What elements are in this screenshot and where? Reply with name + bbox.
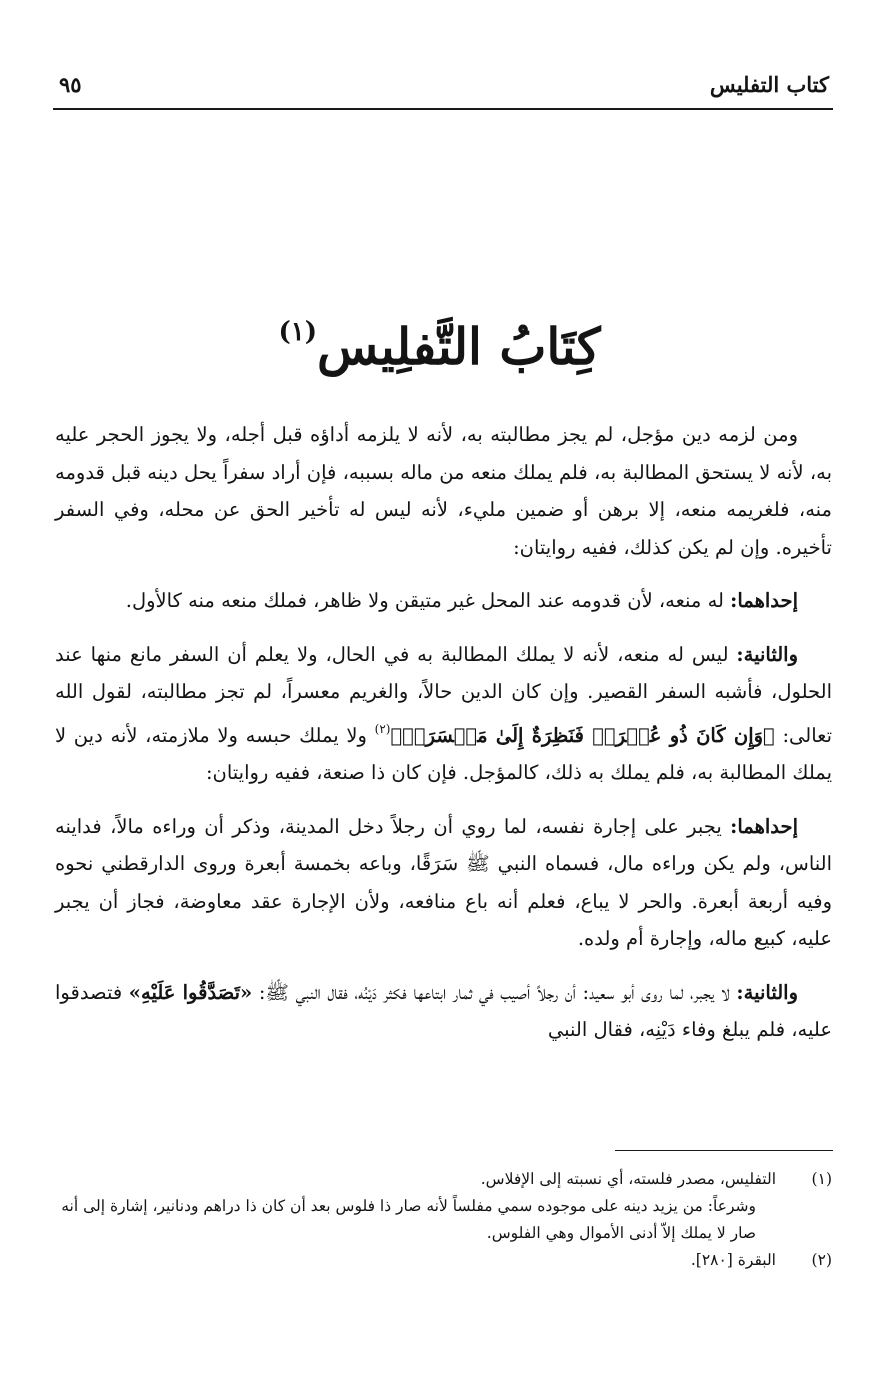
paragraph-text: لا يجبر، لما روى أبو سعيد: أن رجلاً أصيب في ثمار ابتاعها فكثر دَيْنُه، فقال النبي ﷺ:: [252, 980, 737, 1004]
footnote-text: التفليس، مصدر فلسته، أي نسبته إلى الإفلاس.: [480, 1170, 776, 1188]
chapter-footnote-ref: (١): [278, 317, 318, 347]
chapter-title: [0, 292, 879, 387]
hadith-quote: «تَصَدَّقُوا عَلَيْهِ»: [128, 980, 253, 1004]
paragraph-text: يجبر على إجارة نفسه، لما روي أن رجلاً دخل المدينة، وذكر أن وراءه مالاً، فداينه الناس، ولم يكن وراءه مال، فسماه النبي ﷺ سَرَقًا، وباعه بخمسة أبعرة وروى الدارقطني نحوه وفيه أربعة أبعرة. والحر لا يباع، فعلم أنه باع منافعه، ولأن الإجارة عقد معاوضة، فجاز أن يجبر عليه، كبيع ماله، وإجارة أم ولده.: [55, 814, 832, 950]
paragraph-2: [55, 582, 832, 620]
paragraph-text: فتصدقوا عليه، فلم يبلغ وفاء دَيْنِه، فقال النبي: [55, 980, 832, 1041]
paragraph-4: [55, 808, 832, 958]
footnote-text: وشرعاً: من يزيد دينه على موجوده سمي مفلساً لأنه صار ذا فلوس بعد أن كان ذا دراهم ودنانير، إشارة إلى أنه صار لا يملك إلاّ أدنى الأموال وهي الفلوس.: [61, 1197, 756, 1242]
paragraph-3: [55, 636, 832, 792]
paragraph-1: ومن لزمه دين مؤجل، لم يجز مطالبته به، لأنه لا يلزمه أداؤه قبل أجله، ولا يجوز الحجر عليه به، لأنه لا يستحق المطالبة به، فلم يملك منعه من ماله بسببه، فإن أراد سفراً يحل دينه قبل قدومه منه، فلغريمه منعه، إلا برهن أو ضمين مليء، لأنه ليس له تأخير الحق عن محله، وفي السفر تأخيره. وإن لم يكن كذلك، ففيه روايتان:: [55, 423, 832, 559]
footnote-text: البقرة [٢٨٠].: [690, 1251, 776, 1269]
paragraph-lead: والثانية:: [736, 642, 798, 666]
footnote-1: [55, 1166, 832, 1193]
footnote-ref: (٢): [374, 721, 391, 736]
page-number: ٩٥: [59, 72, 82, 97]
footnote-2: [55, 1247, 832, 1274]
paragraph-lead: إحداهما:: [730, 589, 798, 612]
footnotes: [55, 1166, 832, 1274]
footnote-separator: [615, 1150, 833, 1151]
footnote-number: (٢): [811, 1251, 832, 1269]
paragraph-text: ولا يملك حبسه ولا ملازمته، لأنه دين لا يملك المطالبة به، فلم يملك به ذلك، كالمؤجل. فإن كان ذا صنعة، ففيه روايتان:: [55, 723, 832, 784]
quran-quote: ﴿وَإِن كَانَ ذُو عُسۡرَةٖ فَنَظِرَةٌ إِلَىٰ مَيۡسَرَةٖ﴾: [390, 723, 775, 747]
footnote-1-continuation: [55, 1193, 832, 1247]
paragraph-text: ليس له منعه، لأنه لا يملك المطالبة به في الحال، ولا يعلم أن السفر مانع منها عند الحلول، فأشبه السفر القصير. وإن كان الدين حالاً، والغريم معسراً، لم تجز مطالبته، لقول الله تعالى:: [55, 642, 832, 747]
paragraph-lead: إحداهما:: [730, 814, 798, 838]
main-text: [55, 416, 832, 1065]
paragraph-5: [55, 974, 832, 1049]
page-header: [53, 68, 833, 110]
paragraph-lead: والثانية:: [736, 980, 798, 1004]
chapter-title-text: كِتَابُ التَّفلِيس: [317, 317, 601, 376]
running-title: كتاب التفليس: [709, 72, 829, 97]
footnote-number: (١): [811, 1170, 832, 1188]
paragraph-text: له منعه، لأن قدومه عند المحل غير متيقن ولا ظاهر، فملك منعه منه كالأول.: [125, 589, 731, 612]
